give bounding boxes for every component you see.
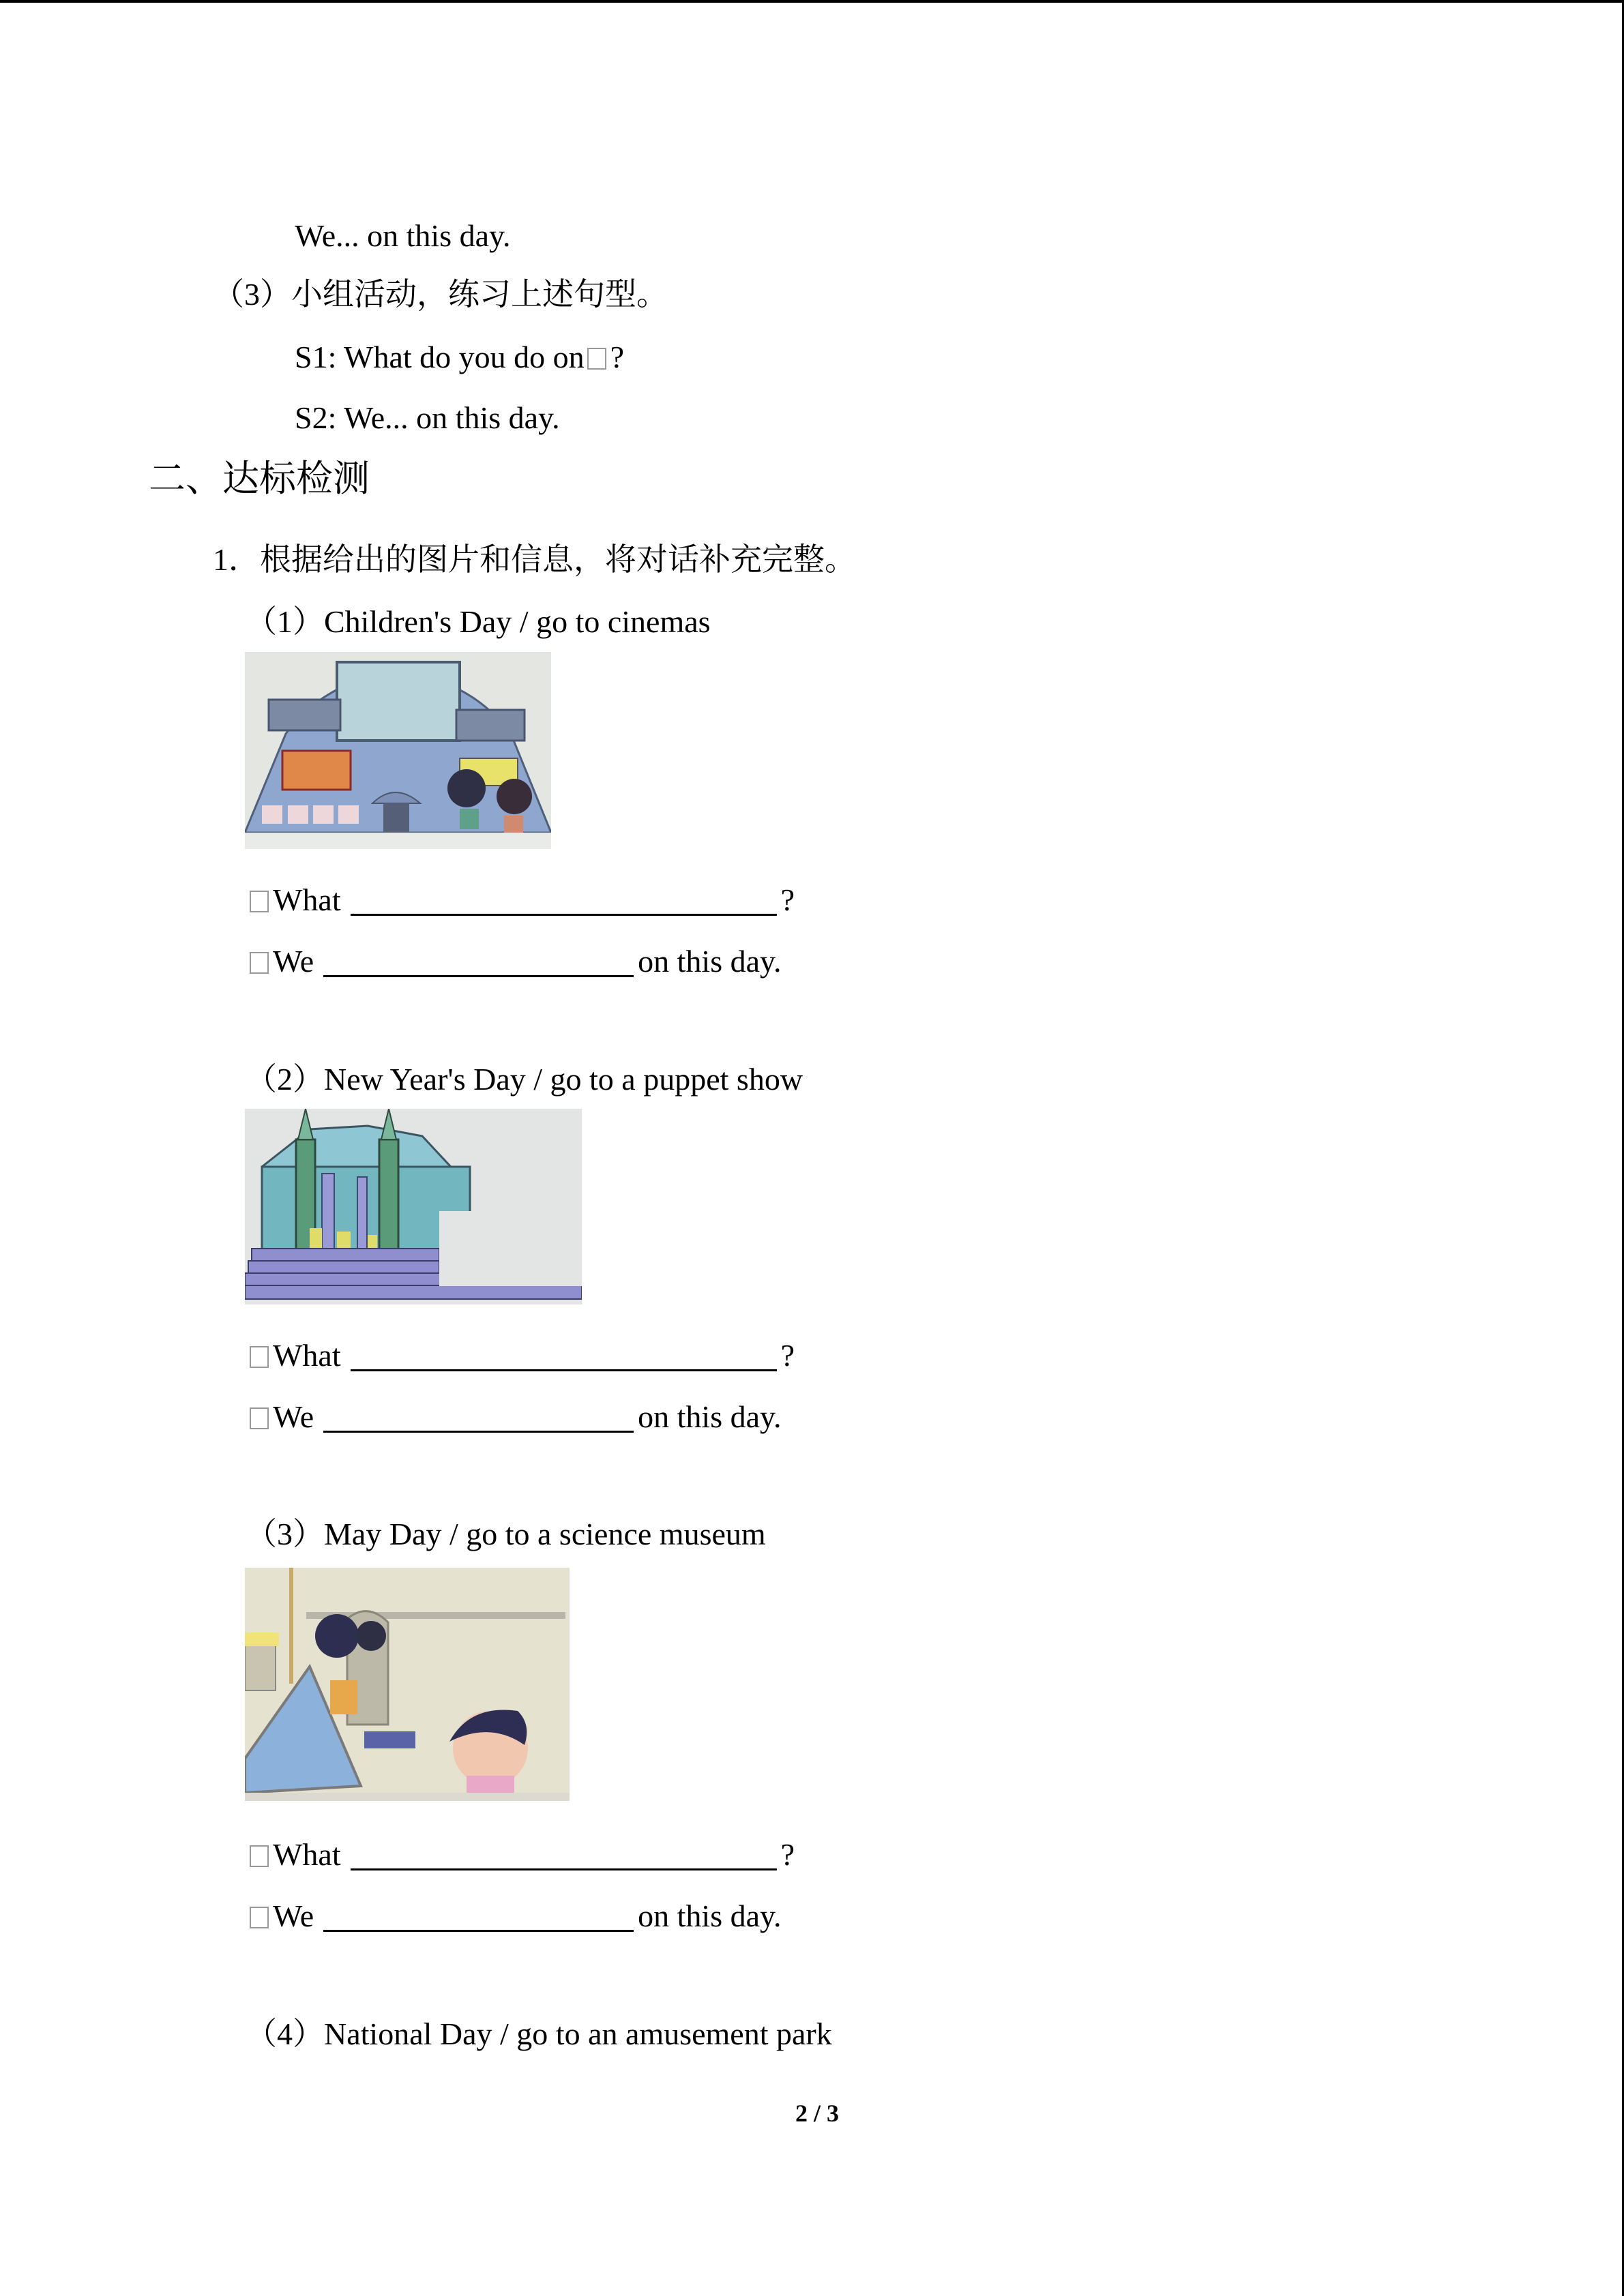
- step-3-instruction: （3）小组活动，练习上述句型。: [213, 277, 668, 312]
- item-2-answer-blank[interactable]: [323, 1403, 634, 1433]
- item-1-label: （1）Children's Day / go to cinemas: [246, 604, 711, 639]
- item-3-question: [250, 1836, 795, 1874]
- placeholder-box-icon: [250, 891, 269, 912]
- answer-suffix: on this day.: [638, 1399, 782, 1434]
- item-2-label: （2）New Year's Day / go to a puppet show: [246, 1062, 803, 1097]
- section-heading: 二、达标检测: [149, 458, 370, 499]
- answer-prefix: We: [273, 1399, 314, 1434]
- item-1-answer-blank[interactable]: [323, 948, 634, 977]
- placeholder-box-icon: [250, 1407, 269, 1429]
- cinema-illustration: [245, 652, 551, 849]
- theater-illustration: [245, 1109, 582, 1304]
- item-3-answer: [250, 1897, 782, 1935]
- item-2-question: [250, 1337, 795, 1375]
- s1-text: S1: What do you do on: [295, 340, 585, 374]
- placeholder-box-icon: [250, 1346, 269, 1368]
- item-2-question-blank[interactable]: [351, 1342, 777, 1371]
- item-2-answer: [250, 1398, 782, 1436]
- item-3-label: （3）May Day / go to a science museum: [246, 1517, 766, 1551]
- science-museum-illustration: [245, 1568, 570, 1801]
- s2-line: S2: We... on this day.: [295, 400, 560, 435]
- item-1-question: [250, 881, 795, 919]
- we-on-this-day-line: We... on this day.: [295, 218, 511, 253]
- placeholder-box-icon: [250, 1845, 269, 1867]
- item-1-question-blank[interactable]: [351, 886, 777, 916]
- placeholder-box-icon: [250, 1907, 269, 1928]
- question-prefix: What: [273, 882, 341, 917]
- task-1-instruction: 1．根据给出的图片和信息，将对话补充完整。: [213, 542, 856, 577]
- placeholder-box-icon: [250, 952, 269, 974]
- item-4-label: （4）National Day / go to an amusement park: [246, 2016, 832, 2051]
- s1-question-mark: ?: [610, 340, 625, 374]
- page-number: 2 / 3: [795, 2100, 840, 2127]
- item-1-answer: [250, 942, 782, 981]
- answer-prefix: We: [273, 944, 314, 979]
- page-top-border: [0, 0, 1624, 3]
- s1-line: [295, 338, 624, 376]
- item-3-question-blank[interactable]: [351, 1841, 777, 1870]
- question-prefix: What: [273, 1338, 341, 1373]
- placeholder-box-icon: [587, 348, 606, 370]
- answer-suffix: on this day.: [638, 944, 782, 979]
- question-suffix: ?: [780, 1837, 795, 1872]
- question-prefix: What: [273, 1837, 341, 1872]
- answer-prefix: We: [273, 1898, 314, 1933]
- question-suffix: ?: [780, 882, 795, 917]
- question-suffix: ?: [780, 1338, 795, 1373]
- answer-suffix: on this day.: [638, 1898, 782, 1933]
- item-3-answer-blank[interactable]: [323, 1903, 634, 1932]
